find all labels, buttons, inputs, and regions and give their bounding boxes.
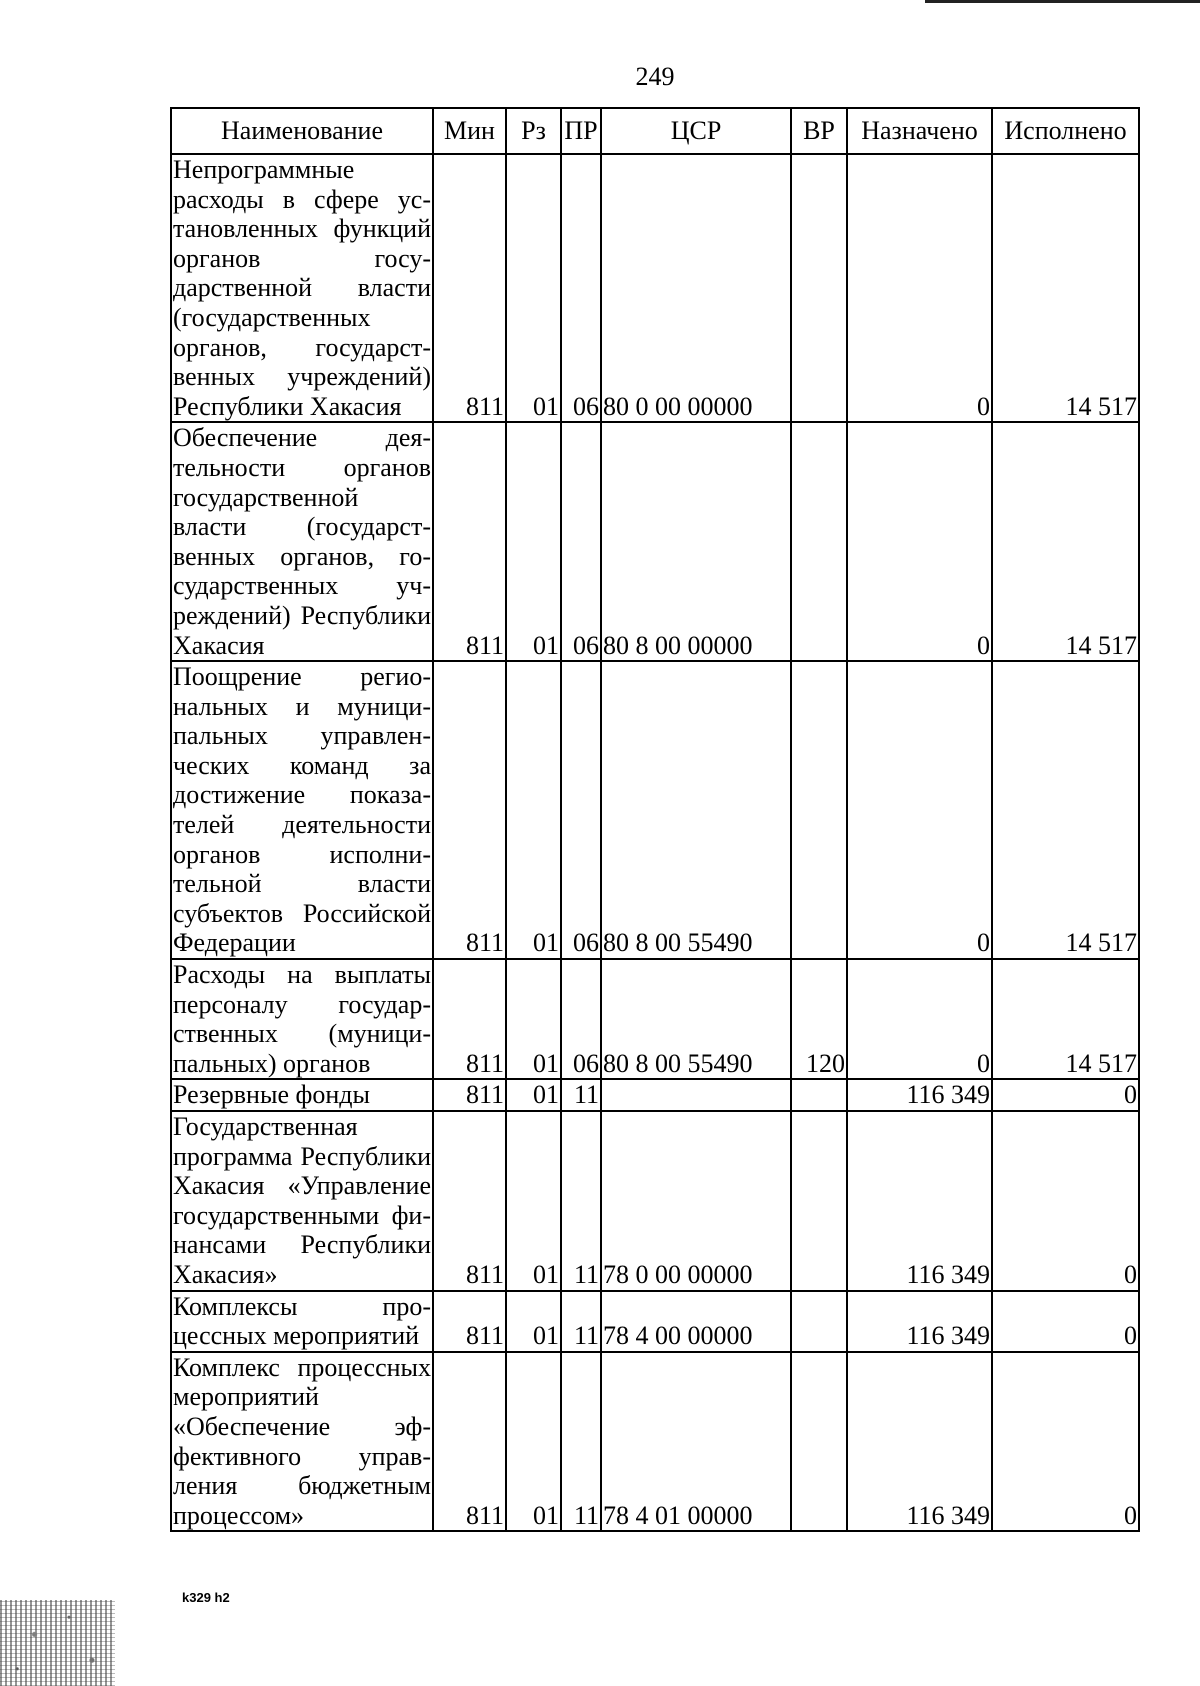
row-min: 811 <box>433 1352 506 1532</box>
row-vr <box>791 1111 847 1291</box>
row-name: Резервные фонды <box>171 1079 433 1111</box>
row-csr: 78 4 00 00000 <box>601 1291 791 1352</box>
row-vr <box>791 661 847 959</box>
row-executed: 14 517 <box>992 154 1139 422</box>
row-assigned: 116 349 <box>847 1352 992 1532</box>
row-rz: 01 <box>506 1291 561 1352</box>
table-row <box>171 1111 1139 1291</box>
row-vr <box>791 1079 847 1111</box>
footer-document-code: k329 h2 <box>182 1590 230 1605</box>
row-vr <box>791 154 847 422</box>
table-row <box>171 1352 1139 1532</box>
row-vr <box>791 422 847 661</box>
row-pr: 11 <box>561 1111 601 1291</box>
row-rz: 01 <box>506 959 561 1079</box>
table-row <box>171 959 1139 1079</box>
table-row <box>171 1079 1139 1111</box>
table-header-row <box>171 108 1139 154</box>
row-min: 811 <box>433 1111 506 1291</box>
table-row <box>171 154 1139 422</box>
row-rz: 01 <box>506 422 561 661</box>
row-pr: 11 <box>561 1291 601 1352</box>
row-csr: 80 8 00 55490 <box>601 661 791 959</box>
row-vr <box>791 1352 847 1532</box>
header-executed: Исполнено <box>992 108 1139 154</box>
row-csr: 80 8 00 00000 <box>601 422 791 661</box>
row-executed: 0 <box>992 1291 1139 1352</box>
row-csr: 78 0 00 00000 <box>601 1111 791 1291</box>
row-pr: 11 <box>561 1352 601 1532</box>
row-name: Комплекс процессных мероприятий «Обеспечение эффективного управления бюджетным процессом» <box>173 1352 431 1530</box>
header-vr: ВР <box>791 108 847 154</box>
row-vr <box>791 1291 847 1352</box>
row-pr: 06 <box>561 661 601 959</box>
page-number: 249 <box>635 62 675 91</box>
row-csr: 78 4 01 00000 <box>601 1352 791 1532</box>
row-executed: 14 517 <box>992 422 1139 661</box>
row-min: 811 <box>433 422 506 661</box>
row-name: Государственная программа Республики Хакасия «Управление государственными финансами Республики Хакасия» <box>173 1112 431 1289</box>
header-csr: ЦСР <box>601 108 791 154</box>
row-min: 811 <box>433 1291 506 1352</box>
row-min: 811 <box>433 1079 506 1111</box>
row-name: Комплексы процессных мероприятий <box>173 1291 431 1351</box>
header-assigned: Назначено <box>847 108 992 154</box>
row-assigned: 116 349 <box>847 1111 992 1291</box>
row-assigned: 0 <box>847 661 992 959</box>
row-pr: 11 <box>561 1079 601 1111</box>
row-min: 811 <box>433 661 506 959</box>
row-rz: 01 <box>506 1111 561 1291</box>
row-assigned: 0 <box>847 154 992 422</box>
row-rz: 01 <box>506 1079 561 1111</box>
budget-table <box>170 107 1140 1532</box>
row-assigned: 0 <box>847 959 992 1079</box>
row-executed: 14 517 <box>992 661 1139 959</box>
row-rz: 01 <box>506 154 561 422</box>
row-name: Поощрение региональных и муниципальных управленческих команд за достижение показателей деятельности органов исполнительной власти субъектов Российской Федерации <box>173 662 431 958</box>
header-min: Мин <box>433 108 506 154</box>
top-edge-rule <box>925 0 1200 3</box>
row-min: 811 <box>433 959 506 1079</box>
row-name: Обеспечение деятельности органов государственной власти (государственных органов, государственных учреждений) Республики Хакасия <box>173 423 431 660</box>
row-executed: 14 517 <box>992 959 1139 1079</box>
header-rz: Рз <box>506 108 561 154</box>
row-assigned: 0 <box>847 422 992 661</box>
header-pr: ПР <box>561 108 601 154</box>
row-executed: 0 <box>992 1079 1139 1111</box>
table-row <box>171 1291 1139 1352</box>
header-name: Наименование <box>171 108 433 154</box>
row-name: Расходы на выплаты персоналу государственных (муниципальных) органов <box>173 960 431 1078</box>
row-csr: 80 0 00 00000 <box>601 154 791 422</box>
scan-artifact <box>0 1600 115 1686</box>
row-rz: 01 <box>506 661 561 959</box>
table-row <box>171 661 1139 959</box>
table-row <box>171 422 1139 661</box>
row-min: 811 <box>433 154 506 422</box>
row-csr: 80 8 00 55490 <box>601 959 791 1079</box>
row-rz: 01 <box>506 1352 561 1532</box>
row-assigned: 116 349 <box>847 1079 992 1111</box>
row-executed: 0 <box>992 1111 1139 1291</box>
row-vr: 120 <box>791 959 847 1079</box>
row-pr: 06 <box>561 959 601 1079</box>
row-pr: 06 <box>561 422 601 661</box>
row-pr: 06 <box>561 154 601 422</box>
row-name: Непрограммные расходы в сфере установленных функций органов государственной власти (государственных органов, государственных учреждений) Республики Хакасия <box>173 155 431 421</box>
row-assigned: 116 349 <box>847 1291 992 1352</box>
row-csr <box>601 1079 791 1111</box>
row-executed: 0 <box>992 1352 1139 1532</box>
